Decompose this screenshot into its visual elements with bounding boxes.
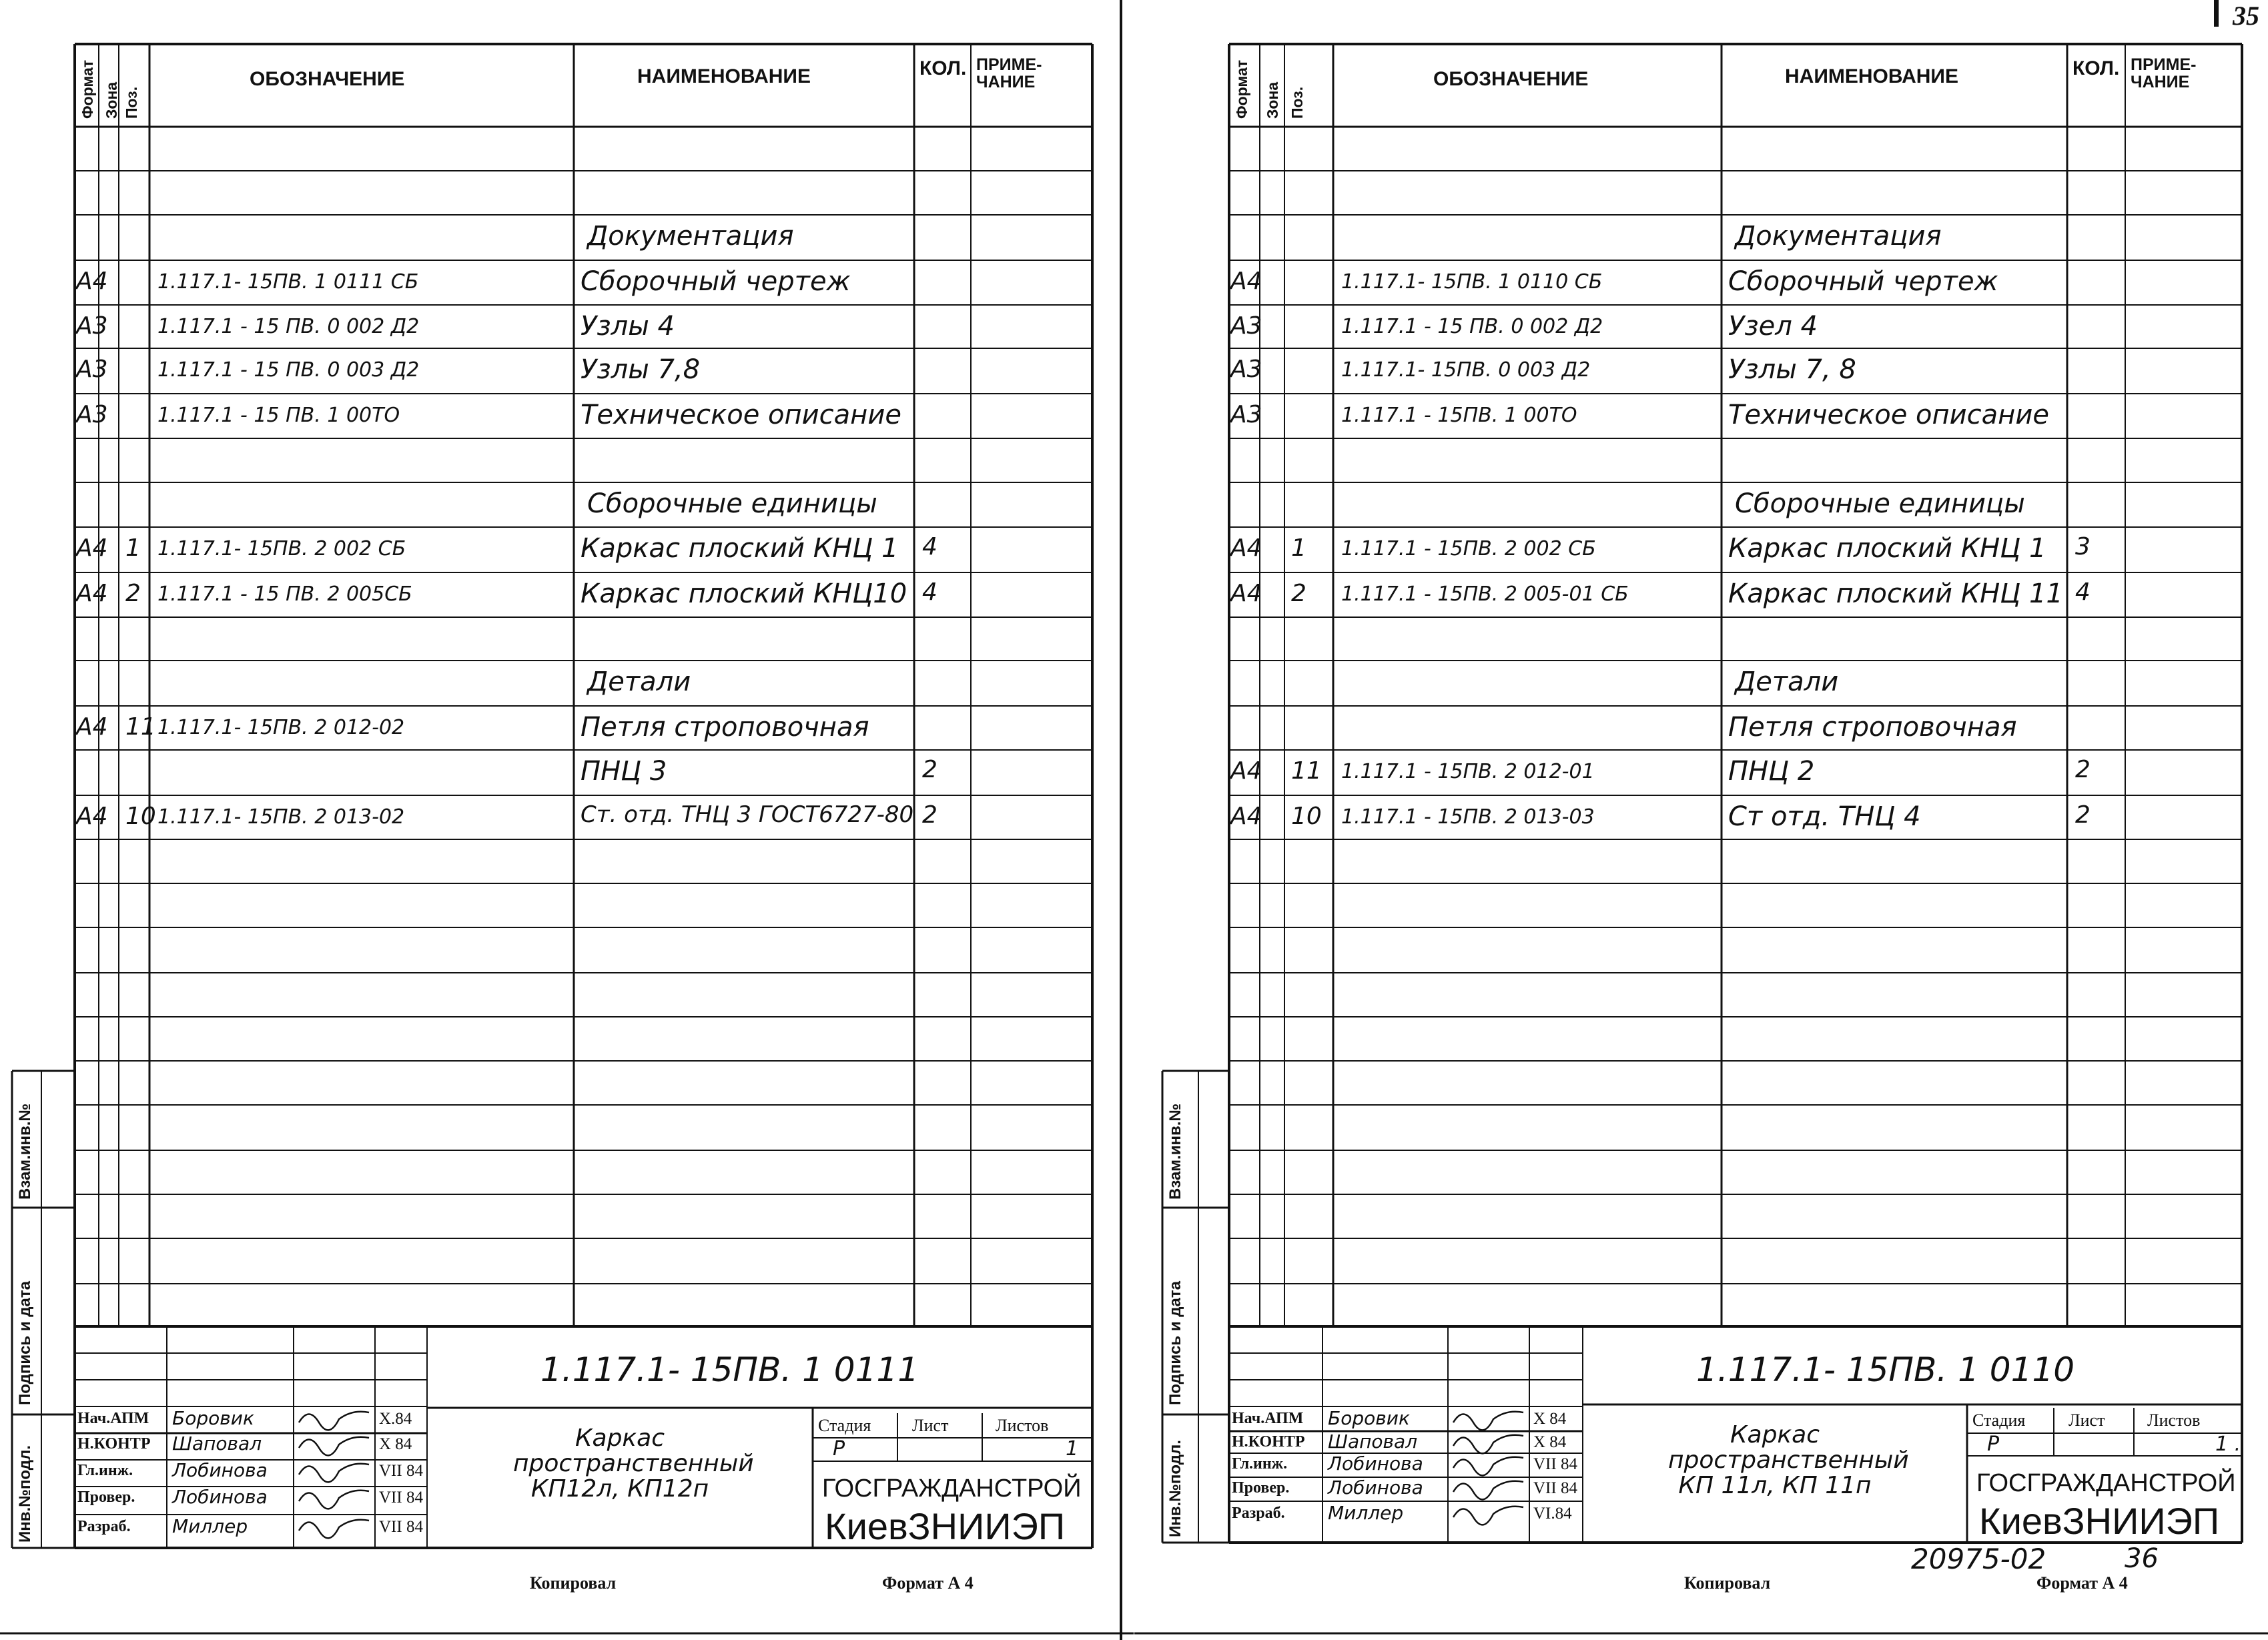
row-pos: 1: [1291, 534, 1306, 562]
stamp-role: Разраб.: [77, 1518, 131, 1535]
section-title: Сборочные единицы: [1735, 488, 2025, 519]
stamp-role: Гл.инж.: [77, 1462, 133, 1479]
stamp-date: X 84: [379, 1435, 412, 1453]
side-label-inv: Инв.№подл.: [1166, 1440, 1184, 1537]
row-format: А4: [76, 268, 108, 295]
row-format: А4: [1230, 757, 1262, 785]
row-name: Сборочный чертеж: [1728, 266, 1998, 297]
row-designation: 1.117.1 - 15 ПВ. 0 002 Д2: [157, 315, 420, 338]
side-label-replace: Взам.инв.№: [16, 1103, 34, 1200]
row-designation: 1.117.1 - 15ПВ. 2 012-01: [1341, 760, 1595, 783]
stamp-title-line: пространственный: [513, 1450, 754, 1477]
row-name: ПНЦ 3: [581, 756, 667, 787]
row-designation: 1.117.1- 15ПВ. 1 0111 СБ: [157, 270, 419, 294]
row-format: А4: [1230, 803, 1262, 830]
stamp-name: Лобинова: [1328, 1477, 1423, 1499]
row-name: Ст. отд. ТНЦ 3 ГОСТ6727-80: [581, 801, 914, 828]
row-name: Техническое описание: [581, 400, 901, 430]
row-designation: 1.117.1- 15ПВ. 0 003 Д2: [1341, 358, 1591, 382]
stamp-title-line: КП 11л, КП 11п: [1678, 1472, 1872, 1499]
sheet-label: Лист: [912, 1416, 949, 1435]
row-format: А4: [76, 803, 108, 830]
row-format: А3: [76, 401, 108, 428]
row-designation: 1.117.1 - 15ПВ. 2 005-01 СБ: [1341, 582, 1629, 606]
page-number: 35: [2233, 1, 2259, 31]
header-pos: Поз.: [123, 86, 140, 119]
document-code: 1.117.1- 15ПВ. 1 0110: [1696, 1350, 2075, 1389]
header-qty: КОЛ.: [919, 57, 967, 79]
section-title: Детали: [587, 667, 691, 697]
signature-mark: [1453, 1412, 1523, 1430]
footer-format: Формат А 4: [2036, 1573, 2128, 1593]
stamp-title-line: КП12л, КП12п: [530, 1475, 709, 1503]
header-note: ПРИМЕ-ЧАНИЕ: [976, 55, 1042, 92]
row-qty: 4: [922, 578, 937, 606]
side-label-signature: Подпись и дата: [16, 1281, 34, 1405]
row-format: А4: [76, 580, 108, 607]
stamp-date: VII 84: [379, 1462, 423, 1480]
signature-mark: [1453, 1481, 1523, 1500]
row-name: Каркас плоский КНЦ10: [581, 578, 907, 609]
stamp-name: Боровик: [172, 1407, 254, 1429]
stamp-title-line: Каркас: [575, 1424, 665, 1452]
stamp-name: Боровик: [1328, 1407, 1410, 1429]
row-name: Петля строповочная: [581, 712, 869, 743]
section-title: Документация: [1735, 221, 1942, 252]
row-name: ПНЦ 2: [1728, 756, 1815, 787]
org-line-2: КиевЗНИИЭП: [1979, 1500, 2220, 1542]
sheets-label: Листов: [2147, 1410, 2201, 1430]
row-format: А4: [76, 713, 108, 741]
stamp-role: Н.КОНТР: [77, 1435, 151, 1453]
row-qty: 2: [2075, 756, 2091, 783]
right-sheet: [1134, 0, 2268, 1640]
signature-mark: [299, 1491, 369, 1509]
stamp-date: VII 84: [379, 1489, 423, 1507]
stamp-role: Нач.АПМ: [77, 1410, 149, 1427]
row-designation: 1.117.1 - 15 ПВ. 2 005СБ: [157, 582, 412, 606]
document-code: 1.117.1- 15ПВ. 1 0111: [540, 1350, 919, 1389]
stamp-role: Провер.: [77, 1489, 135, 1506]
row-designation: 1.117.1 - 15ПВ. 2 013-03: [1341, 805, 1595, 829]
row-pos: 11: [1291, 757, 1322, 785]
stamp-role: Нач.АПМ: [1232, 1410, 1304, 1427]
stage-value: Р: [1987, 1432, 2000, 1456]
sheets-total: 1: [1066, 1437, 1079, 1461]
row-name: Сборочный чертеж: [581, 266, 851, 297]
row-name: Ст отд. ТНЦ 4: [1728, 801, 1921, 832]
stamp-date: VII 84: [1533, 1455, 1577, 1473]
row-designation: 1.117.1- 15ПВ. 2 002 СБ: [157, 537, 406, 560]
stamp-name: Шаповал: [1328, 1430, 1418, 1453]
row-pos: 2: [1291, 580, 1306, 607]
sheet-label: Лист: [2068, 1410, 2105, 1430]
side-label-signature: Подпись и дата: [1166, 1281, 1184, 1405]
header-zone: Зона: [103, 81, 120, 119]
stamp-name: Лобинова: [172, 1486, 268, 1508]
footer-copied: Копировал: [530, 1573, 617, 1593]
row-name: Узел 4: [1728, 311, 1818, 342]
row-pos: 1: [125, 534, 141, 562]
stamp-name: Лобинова: [172, 1459, 268, 1481]
row-format: А4: [1230, 580, 1262, 607]
stamp-name: Миллер: [1328, 1502, 1404, 1524]
archive-number: 20975-02: [1911, 1543, 2046, 1575]
signature-mark: [299, 1412, 369, 1430]
signature-mark: [299, 1437, 369, 1456]
row-qty: 2: [922, 801, 937, 829]
row-pos: 11: [125, 713, 156, 741]
row-name: Каркас плоский КНЦ 1: [581, 533, 899, 564]
side-label-inv: Инв.№подл.: [16, 1445, 34, 1543]
row-name: Узлы 4: [581, 311, 675, 342]
row-pos: 2: [125, 580, 141, 607]
stamp-role: Гл.инж.: [1232, 1455, 1288, 1473]
row-pos: 10: [1291, 803, 1322, 830]
stamp-date: X.84: [379, 1410, 412, 1428]
section-title: Документация: [587, 221, 794, 252]
stage-label: Стадия: [1972, 1410, 2026, 1430]
header-name: НАИМЕНОВАНИЕ: [637, 65, 811, 87]
stamp-date: VII 84: [1533, 1479, 1577, 1497]
row-format: А3: [1230, 401, 1262, 428]
row-qty: 4: [2075, 578, 2091, 606]
stamp-role: Н.КОНТР: [1232, 1433, 1305, 1451]
row-qty: 2: [2075, 801, 2091, 829]
footer-copied: Копировал: [1684, 1573, 1771, 1593]
footer-page: 36: [2125, 1543, 2159, 1574]
row-format: А3: [76, 356, 108, 383]
row-designation: 1.117.1 - 15 ПВ. 0 003 Д2: [157, 358, 420, 382]
org-line-1: ГОСГРАЖДАНСТРОЙ: [822, 1475, 1082, 1503]
row-name: Каркас плоский КНЦ 1: [1728, 533, 2046, 564]
stage-value: Р: [833, 1437, 845, 1461]
row-designation: 1.117.1- 15ПВ. 2 013-02: [157, 805, 405, 829]
row-qty: 2: [922, 756, 937, 783]
header-designation: ОБОЗНАЧЕНИЕ: [250, 68, 405, 90]
row-designation: 1.117.1 - 15 ПВ. 1 00ТО: [157, 404, 400, 427]
stamp-date: X 84: [1533, 1433, 1567, 1451]
header-qty: КОЛ.: [2072, 57, 2120, 79]
org-line-1: ГОСГРАЖДАНСТРОЙ: [1976, 1469, 2236, 1497]
stamp-role: Провер.: [1232, 1479, 1290, 1497]
signature-mark: [1453, 1457, 1523, 1476]
stamp-date: X 84: [1533, 1410, 1567, 1428]
section-title: Детали: [1735, 667, 1839, 697]
stamp-name: Миллер: [172, 1515, 248, 1537]
header-designation: ОБОЗНАЧЕНИЕ: [1433, 68, 1589, 90]
page-corner-mark: [2214, 0, 2219, 27]
stamp-date: VII 84: [379, 1518, 423, 1536]
header-format: Формат: [1233, 59, 1250, 119]
row-designation: 1.117.1 - 15ПВ. 2 002 СБ: [1341, 537, 1596, 560]
section-title: Сборочные единицы: [587, 488, 877, 519]
header-format: Формат: [79, 59, 96, 119]
row-name: Петля строповочная: [1728, 712, 2017, 743]
row-name: Узлы 7, 8: [1728, 354, 1856, 385]
row-name: Каркас плоский КНЦ 11: [1728, 578, 2063, 609]
stamp-date: VI.84: [1533, 1505, 1572, 1523]
signature-mark: [299, 1464, 369, 1483]
header-note: ПРИМЕ-ЧАНИЕ: [2131, 55, 2197, 92]
stamp-title-line: пространственный: [1668, 1447, 1909, 1474]
side-label-replace: Взам.инв.№: [1166, 1103, 1184, 1200]
row-format: А4: [1230, 268, 1262, 295]
sheets-label: Листов: [996, 1416, 1049, 1435]
stamp-role: Разраб.: [1232, 1505, 1285, 1522]
signature-mark: [1453, 1507, 1523, 1525]
row-designation: 1.117.1- 15ПВ. 1 0110 СБ: [1341, 270, 1603, 294]
header-zone: Зона: [1264, 81, 1281, 119]
row-name: Узлы 7,8: [581, 354, 701, 385]
org-line-2: КиевЗНИИЭП: [825, 1505, 1066, 1547]
row-format: А4: [76, 534, 108, 562]
stamp-name: Лобинова: [1328, 1453, 1423, 1475]
stamp-name: Шаповал: [172, 1432, 262, 1455]
signature-mark: [1453, 1435, 1523, 1454]
row-format: А3: [1230, 312, 1262, 340]
row-pos: 10: [125, 803, 156, 830]
row-designation: 1.117.1- 15ПВ. 2 012-02: [157, 716, 405, 739]
sheets-total: 1 .: [2215, 1432, 2241, 1456]
header-pos: Поз.: [1288, 86, 1306, 119]
header-name: НАИМЕНОВАНИЕ: [1785, 65, 1958, 87]
row-format: А3: [1230, 356, 1262, 383]
stage-label: Стадия: [818, 1416, 871, 1435]
row-qty: 4: [922, 533, 937, 560]
row-format: А4: [1230, 534, 1262, 562]
row-designation: 1.117.1 - 15 ПВ. 0 002 Д2: [1341, 315, 1603, 338]
row-designation: 1.117.1 - 15ПВ. 1 00ТО: [1341, 404, 1577, 427]
footer-format: Формат А 4: [882, 1573, 974, 1593]
row-qty: 3: [2075, 533, 2091, 560]
row-format: А3: [76, 312, 108, 340]
row-name: Техническое описание: [1728, 400, 2049, 430]
signature-mark: [299, 1520, 369, 1539]
stamp-title-line: Каркас: [1730, 1421, 1820, 1449]
